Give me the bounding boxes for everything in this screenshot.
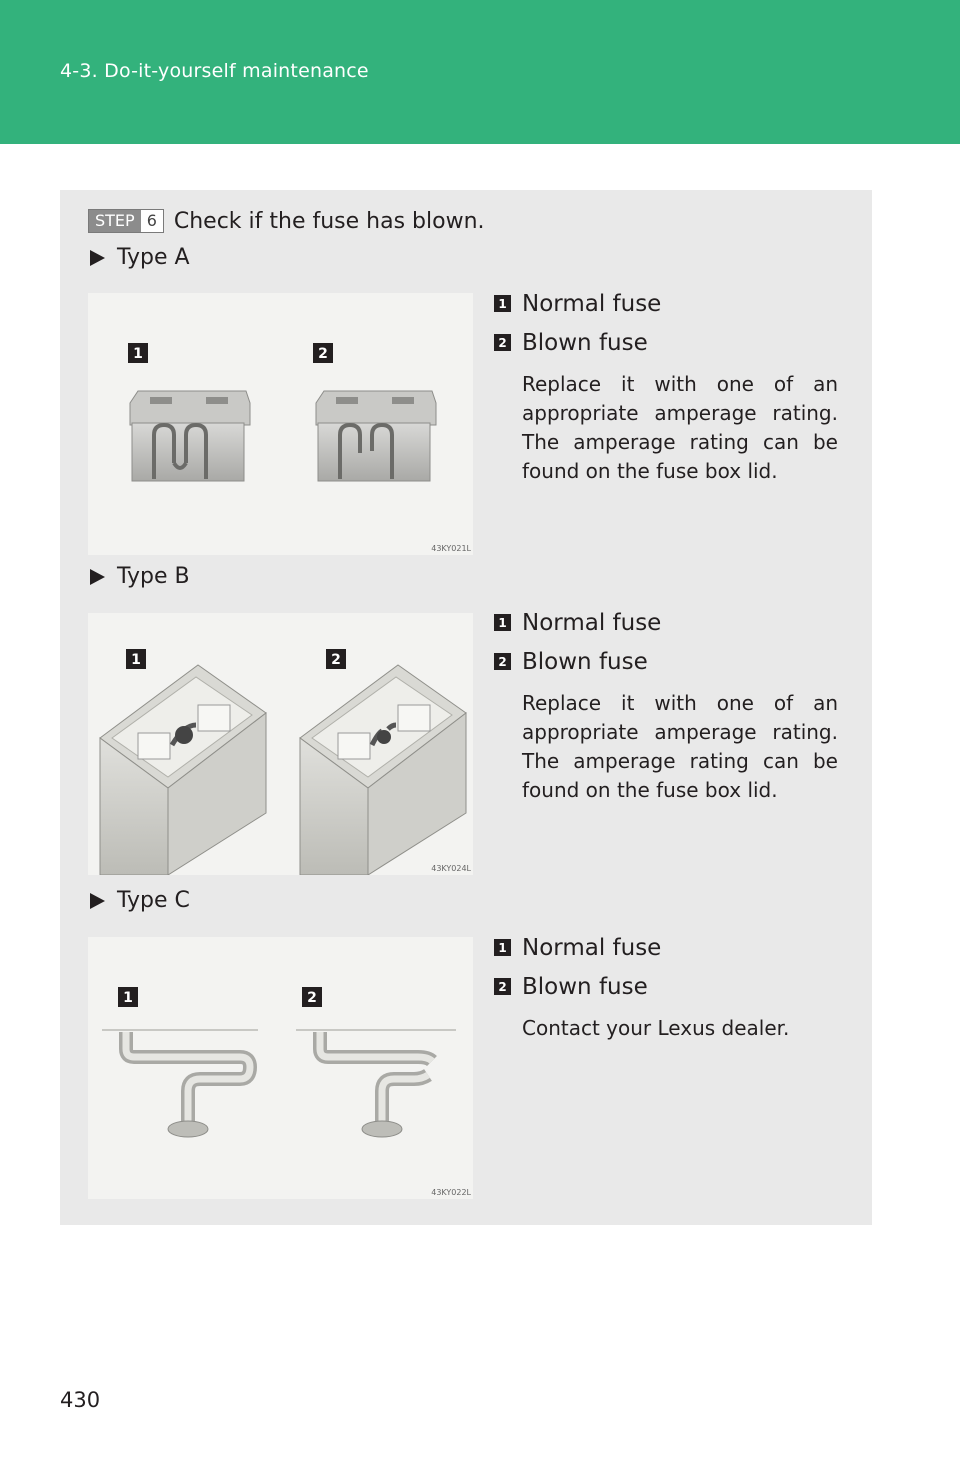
callout-label: Normal fuse (522, 609, 662, 636)
step-instruction: Check if the fuse has blown. (173, 208, 485, 234)
type-c-label (90, 888, 190, 913)
step-badge-number: 6 (146, 211, 157, 230)
callout-normal-fuse (494, 603, 844, 642)
callout-normal-fuse (494, 928, 844, 967)
triangle-bullet-icon (90, 250, 105, 266)
type-a-note: Replace it with one of an appropriate amperage rating. The amperage rating can be found on the fuse box lid. (522, 372, 838, 483)
number-1-icon: 1 (494, 614, 511, 631)
blown-fuse-icon (300, 665, 466, 875)
type-a-callouts (494, 284, 844, 486)
step-row (88, 205, 485, 237)
callout-label: Blown fuse (522, 329, 648, 356)
type-c-text: Type C (117, 888, 190, 913)
page-header (0, 0, 960, 144)
type-c-callouts (494, 928, 844, 1043)
callout-blown-fuse (494, 967, 844, 1006)
illustration-code: 43KY024L (431, 864, 471, 873)
number-2-icon: 2 (494, 653, 511, 670)
callout-label: Normal fuse (522, 290, 662, 317)
callout-label: Blown fuse (522, 973, 648, 1000)
number-2-icon: 2 (494, 334, 511, 351)
illustration-code: 43KY021L (431, 544, 471, 553)
marker-2-text: 2 (318, 346, 328, 362)
marker-2-text: 2 (331, 652, 341, 668)
callout-blown-fuse (494, 642, 844, 681)
marker-1-text: 1 (133, 346, 143, 362)
triangle-bullet-icon (90, 893, 105, 909)
type-c-note: Contact your Lexus dealer. (522, 1016, 790, 1040)
callout-label: Normal fuse (522, 934, 662, 961)
number-1-icon: 1 (494, 939, 511, 956)
type-a-fuse-illustration (88, 293, 473, 555)
marker-2-text: 2 (307, 990, 317, 1006)
section-title: 4-3. Do-it-yourself maintenance (60, 60, 369, 82)
triangle-bullet-icon (90, 569, 105, 585)
normal-fuse-icon (100, 665, 266, 875)
marker-1-text: 1 (131, 652, 141, 668)
type-a-label (90, 245, 190, 270)
type-a-text: Type A (117, 245, 190, 270)
blown-fuse-icon (316, 391, 436, 481)
page-number: 430 (60, 1388, 101, 1412)
type-b-text: Type B (117, 564, 190, 589)
normal-fuse-icon (126, 1032, 250, 1137)
blown-fuse-icon (320, 1032, 432, 1137)
number-2-icon: 2 (494, 978, 511, 995)
step-badge (88, 209, 164, 233)
type-b-callouts (494, 603, 844, 805)
type-b-label (90, 564, 190, 589)
callout-normal-fuse (494, 284, 844, 323)
marker-1-text: 1 (123, 990, 133, 1006)
type-b-fuse-illustration (88, 613, 473, 875)
type-c-fuse-illustration (88, 937, 473, 1199)
callout-blown-fuse (494, 323, 844, 362)
callout-label: Blown fuse (522, 648, 648, 675)
normal-fuse-icon (130, 391, 250, 481)
number-1-icon: 1 (494, 295, 511, 312)
step-badge-word: STEP (89, 210, 141, 232)
type-b-note: Replace it with one of an appropriate amperage rating. The amperage rating can be found on the fuse box lid. (522, 691, 838, 802)
illustration-code: 43KY022L (431, 1188, 471, 1197)
